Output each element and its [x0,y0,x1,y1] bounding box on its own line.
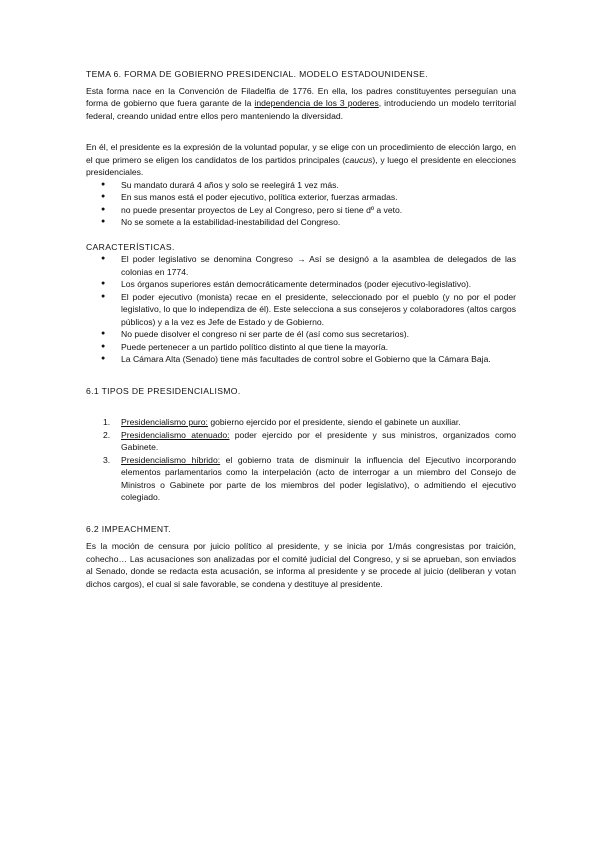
types-numbered-list [86,416,516,504]
election-text-before: En él, el presidente es la expresión de la voluntad popular, y se elige con un procedimiento de elección largo, en el que primero se eligen los candidatos de los partidos principales ( [86,142,516,165]
list-item [103,454,517,504]
list-item: ● La Cámara Alta (Senado) tiene más facultades de control sobre el Gobierno que la Cámara Baja. [101,354,491,364]
bullet-icon: ● [101,342,106,350]
bullet-icon: ● [101,205,106,213]
list-item: ● Puede pertenecer a un partido político distinto al que tiene la mayoría. [101,341,389,352]
list-item [103,416,516,429]
bullet-icon: ● [101,355,106,362]
bullet-icon: ● [101,180,106,188]
list-item: ● no puede presentar proyectos de Ley al Congreso, pero si tiene dº a veto. [101,204,403,215]
type-term: Presidencialismo puro: [121,417,208,427]
type-description: el gobierno trata de disminuir la influencia del Ejecutivo incorporando elementos parlamentarios como la interpelación (acto de interrogar a un miembro del Consejo de Ministros o Gabinete por parte de los miembros del poder legislativo), o admitiendo el ejecutivo colegiado. [121,454,517,502]
intro-text-after: , introduciendo un modelo territorial federal, creando unidad entre ellos pero manteniendo la diversidad. [86,98,516,121]
election-text-after: ), y luego el presidente en elecciones presidenciales. [86,154,516,177]
item-number: 2. [103,429,111,440]
type-description: gobierno ejercido por el presidente, siendo el gabinete un auxiliar. [207,417,461,427]
characteristics-heading: CARACTERÍSTICAS. [86,241,175,252]
impeachment-paragraph: Es la moción de censura por juicio político al presidente, y se inicia por 1/más congresistas por traición, cohecho… Las acusaciones son analizadas por el comité judicial del Congreso, y si se aprueban, son enviados al Senado, donde se redacta esta acusación, se informa al presidente y se procede al juicio (deliberan y votan dichos cargos), el cual si sale favorable, se condena y destituye al presidente. [86,541,516,589]
page-title: TEMA 6. FORMA DE GOBIERNO PRESIDENCIAL. MODELO ESTADOUNIDENSE. [86,69,428,79]
type-term: Presidencialismo atenuado: [121,429,230,440]
list-item: ● El poder legislativo se denomina Congreso → Así se designó a la asamblea de delegados de las colonias en 1774. [101,254,516,277]
election-italic-term: caucus [345,154,373,165]
item-number: 1. [103,417,111,427]
intro-text-before: Esta forma nace en la Convención de Filadelfia de 1776. En ella, los padres constituyentes perseguían una forma de gobierno que fuera garante de la [86,85,516,108]
type-term: Presidencialismo híbrido: [121,454,221,465]
list-item: ● En sus manos está el poder ejecutivo, política exterior, fuerzas armadas. [101,192,398,202]
list-item: ● Su mandato durará 4 años y solo se reelegirá 1 vez más. [101,179,339,190]
bullet-icon: ● [101,193,106,200]
type-description: poder ejercido por el presidente y sus ministros, organizados como Gabinete. [121,429,516,452]
list-item: ● No puede disolver el congreso ni ser parte de él (así como sus secretarios). [101,329,410,339]
list-item [103,429,516,454]
characteristics-bullet-list [86,253,516,366]
types-heading: 6.1 TIPOS DE PRESIDENCIALISMO. [86,385,241,396]
bullet-icon: ● [101,280,106,287]
intro-underlined-term: independencia de los 3 poderes [254,98,379,108]
bullet-icon: ● [101,255,106,262]
election-paragraph [86,141,516,179]
impeachment-heading: 6.2 IMPEACHMENT. [86,523,171,534]
bullet-icon: ● [101,292,106,300]
list-item: ● No se somete a la estabilidad-inestabilidad del Congreso. [101,217,341,227]
list-item: ● El poder ejecutivo (monista) recae en el presidente, seleccionado por el pueblo (y no por el poder legislativo, lo que lo independiza de él). Este selecciona a sus consejeros y colaboradores (altos cargos públicos) y a la vez es Jefe de Estado y de Gobierno. [101,291,516,327]
item-number: 3. [103,454,111,465]
list-item: ● Los órganos superiores están democráticamente determinados (poder ejecutivo-legislativo). [101,279,472,289]
bullet-icon: ● [101,218,106,225]
election-bullet-list [86,179,516,229]
bullet-icon: ● [101,330,106,337]
intro-paragraph [86,85,516,123]
document-page [86,68,516,590]
